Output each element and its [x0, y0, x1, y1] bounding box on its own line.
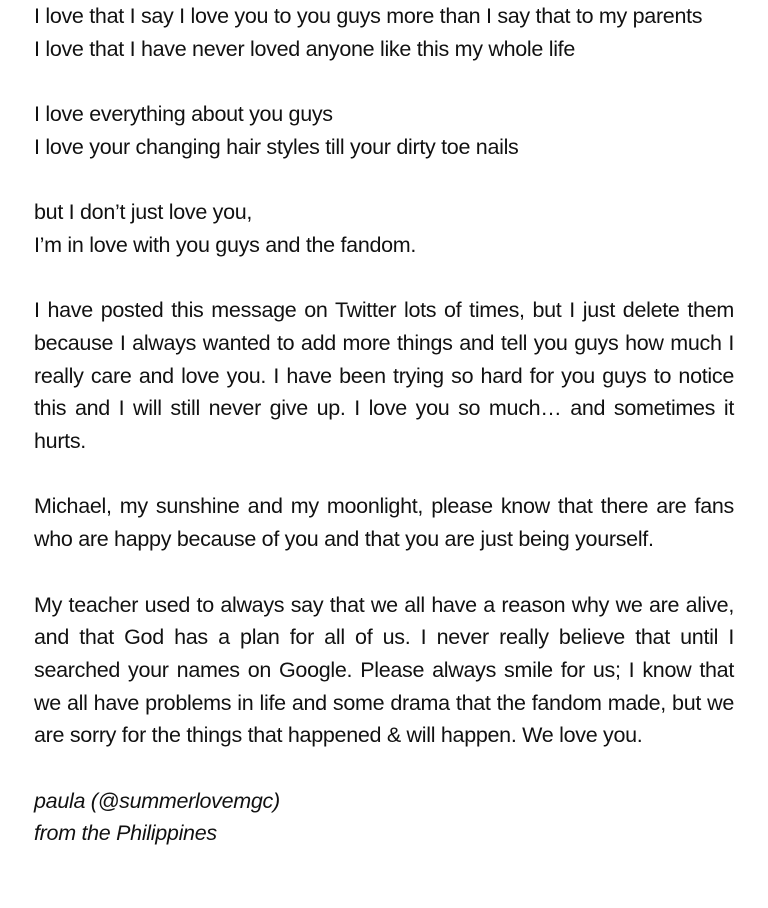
line: I love that I say I love you to you guys more than I say that to my parents — [34, 4, 703, 28]
paragraph-michael: Michael, my sunshine and my moonlight, please know that there are fans who are happy because of you and that you are just being yourself. — [34, 494, 734, 552]
line: I’m in love with you guys and the fandom. — [34, 232, 417, 257]
paragraph-everything — [34, 98, 734, 163]
line: I love everything about you guys — [34, 102, 333, 127]
paragraph-twitter: I have posted this message on Twitter lots of times, but I just delete them because I always wanted to add more things and tell you guys how much I really care and love you. I have been trying so hard for you guys to notice this and I will still never give up. I love you so much… and sometimes it hurts. — [34, 298, 734, 454]
paragraph-teacher: My teacher used to always say that we all have a reason why we are alive, and that God has a plan for all of us. I never really believe that until I searched your names on Google. Please always smile for us; I know that we all have problems in life and some drama that the fandom made, but we are sorry for the things that happened & will happen. We love you. — [34, 592, 734, 748]
line: I love your changing hair styles till your dirty toe nails — [34, 134, 519, 159]
paragraph-intro — [34, 0, 734, 65]
paragraph-in-love — [34, 196, 734, 261]
signature-location: from the Philippines — [34, 821, 217, 846]
line: I love that I have never loved anyone like this my whole life — [34, 36, 576, 61]
signature-name: paula (@summerlovemgc) — [34, 788, 280, 813]
letter — [34, 0, 734, 850]
line: but I don’t just love you, — [34, 200, 253, 225]
